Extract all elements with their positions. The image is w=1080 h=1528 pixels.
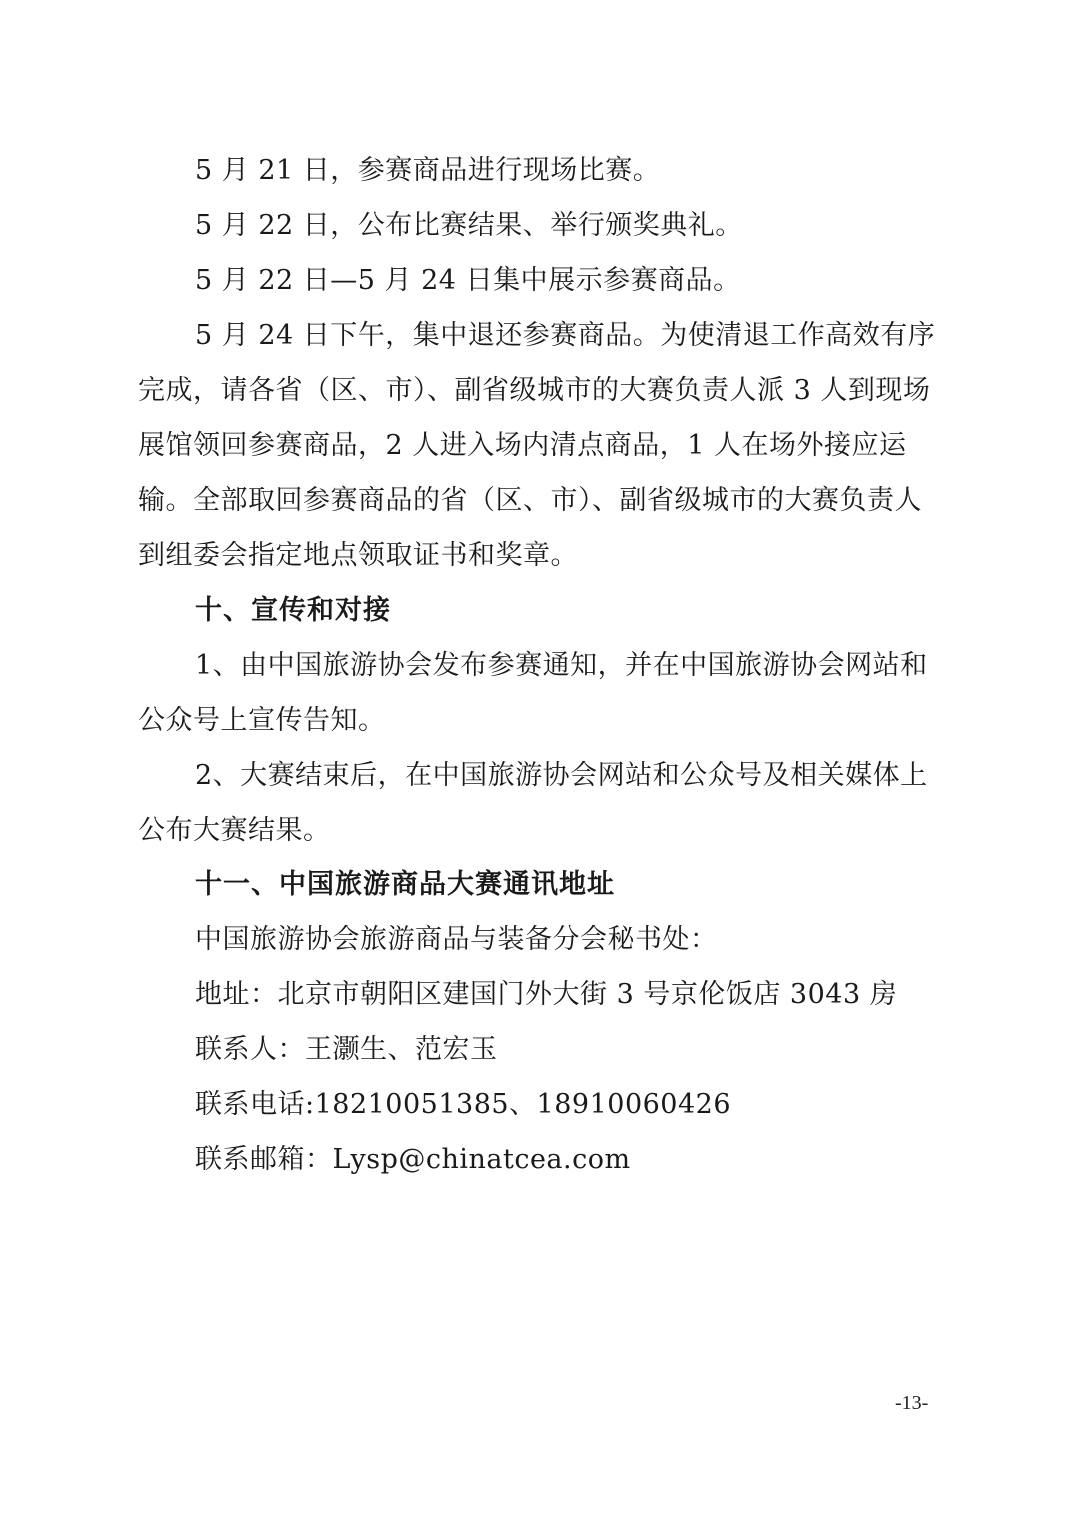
section-10-heading: 十、宣传和对接	[195, 595, 391, 626]
contact-phones: 联系电话:18210051385、18910060426	[195, 1089, 732, 1120]
publicity-item-1-line-1: 1、由中国旅游协会发布参赛通知，并在中国旅游协会网站和	[195, 650, 928, 681]
publicity-item-2-line-1: 2、大赛结束后，在中国旅游协会网站和公众号及相关媒体上	[195, 760, 928, 791]
schedule-may-24-line-3: 展馆领回参赛商品，2 人进入场内清点商品，1 人在场外接应运	[138, 430, 907, 461]
contact-address: 地址：北京市朝阳区建国门外大街 3 号京伦饭店 3043 房	[195, 979, 898, 1010]
schedule-may-21: 5 月 21 日，参赛商品进行现场比赛。	[195, 155, 661, 186]
contact-persons: 联系人：王灏生、范宏玉	[195, 1034, 498, 1065]
secretariat-name: 中国旅游协会旅游商品与装备分会秘书处：	[195, 924, 718, 955]
schedule-may-24-line-5: 到组委会指定地点领取证书和奖章。	[138, 540, 578, 571]
schedule-may-24-line-4: 输。全部取回参赛商品的省（区、市）、副省级城市的大赛负责人	[138, 485, 922, 516]
schedule-may-22-results: 5 月 22 日，公布比赛结果、举行颁奖典礼。	[195, 210, 743, 241]
page-number: -13-	[895, 1392, 929, 1414]
contact-email: 联系邮箱：Lysp@chinatcea.com	[195, 1144, 631, 1175]
schedule-may-22-24-exhibit: 5 月 22 日—5 月 24 日集中展示参赛商品。	[195, 265, 741, 296]
publicity-item-1-line-2: 公众号上宣传告知。	[138, 705, 386, 736]
schedule-may-24-line-2: 完成，请各省（区、市）、副省级城市的大赛负责人派 3 人到现场	[138, 375, 931, 406]
publicity-item-2-line-2: 公布大赛结果。	[138, 815, 331, 846]
section-11-heading: 十一、中国旅游商品大赛通讯地址	[195, 869, 615, 900]
schedule-may-24-line-1: 5 月 24 日下午，集中退还参赛商品。为使清退工作高效有序	[195, 320, 936, 351]
